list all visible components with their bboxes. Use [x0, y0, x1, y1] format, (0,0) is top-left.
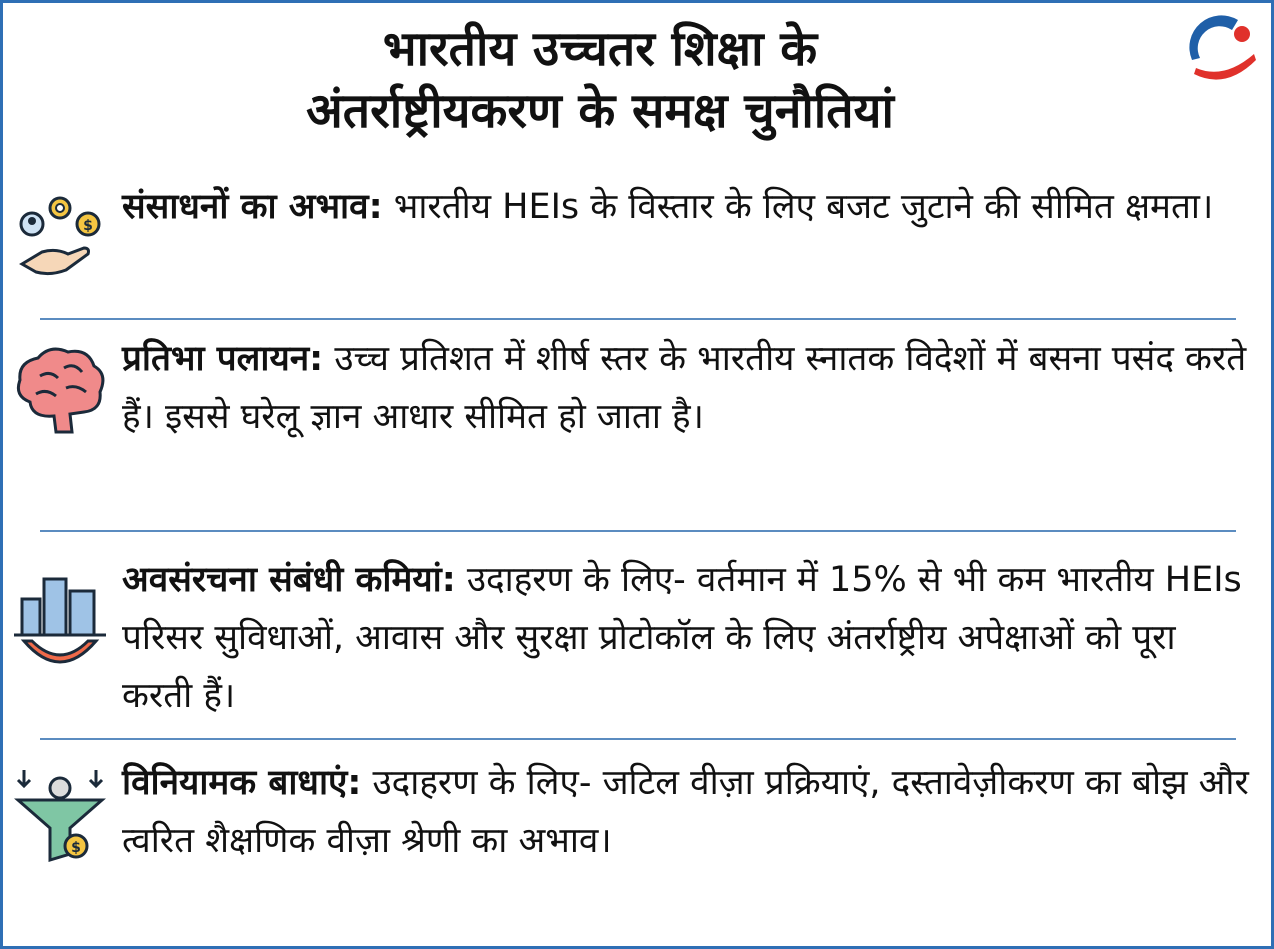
section-heading: संसाधनों का अभाव:: [122, 187, 383, 227]
funnel-money-icon: [10, 766, 110, 866]
section-body: भारतीय HEIs के विस्तार के लिए बजट जुटाने की सीमित क्षमता।: [382, 187, 1214, 227]
title-line-2: अंतर्राष्ट्रीयकरण के समक्ष चुनौतियां: [306, 83, 894, 139]
section-heading: अवसंरचना संबंधी कमियां:: [122, 560, 456, 600]
challenge-resources: [10, 172, 1264, 302]
challenge-infrastructure: [10, 545, 1264, 725]
section-text: [122, 551, 1256, 725]
section-divider: [40, 318, 1236, 320]
section-text: [122, 178, 1256, 236]
section-body: उदाहरण के लिए- वर्तमान में 15% से भी कम भारतीय HEIs परिसर सुविधाओं, आवास और सुरक्षा प्रोटोकॉल के लिए अंतर्राष्ट्रीय अपेक्षाओं को पूरा करती हैं।: [122, 560, 1242, 716]
hand-money-gear-icon: [10, 186, 110, 286]
challenge-brain-drain: [10, 330, 1264, 520]
challenge-regulatory: [10, 752, 1264, 932]
title-line-1: भारतीय उच्चतर शिक्षा के: [382, 21, 818, 77]
section-body: उच्च प्रतिशत में शीर्ष स्तर के भारतीय स्नातक विदेशों में बसना पसंद करते हैं। इससे घरेलू ज्ञान आधार सीमित हो जाता है।: [122, 339, 1247, 437]
brand-logo-icon: [1176, 8, 1266, 88]
svg-text:$: $: [71, 840, 81, 856]
brain-icon: [10, 340, 110, 440]
section-divider: [40, 738, 1236, 740]
section-body: उदाहरण के लिए- जटिल वीज़ा प्रक्रियाएं, दस्तावेज़ीकरण का बोझ और त्वरित शैक्षणिक वीज़ा श्रेणी का अभाव।: [122, 763, 1249, 861]
section-heading: प्रतिभा पलायन:: [122, 339, 324, 379]
section-heading: विनियामक बाधाएं:: [122, 763, 362, 803]
section-divider: [40, 530, 1236, 532]
section-text: [122, 330, 1256, 446]
buildings-gear-icon: [10, 571, 110, 671]
svg-text:$: $: [83, 218, 93, 234]
page-title: [60, 18, 1140, 142]
section-text: [122, 754, 1256, 870]
